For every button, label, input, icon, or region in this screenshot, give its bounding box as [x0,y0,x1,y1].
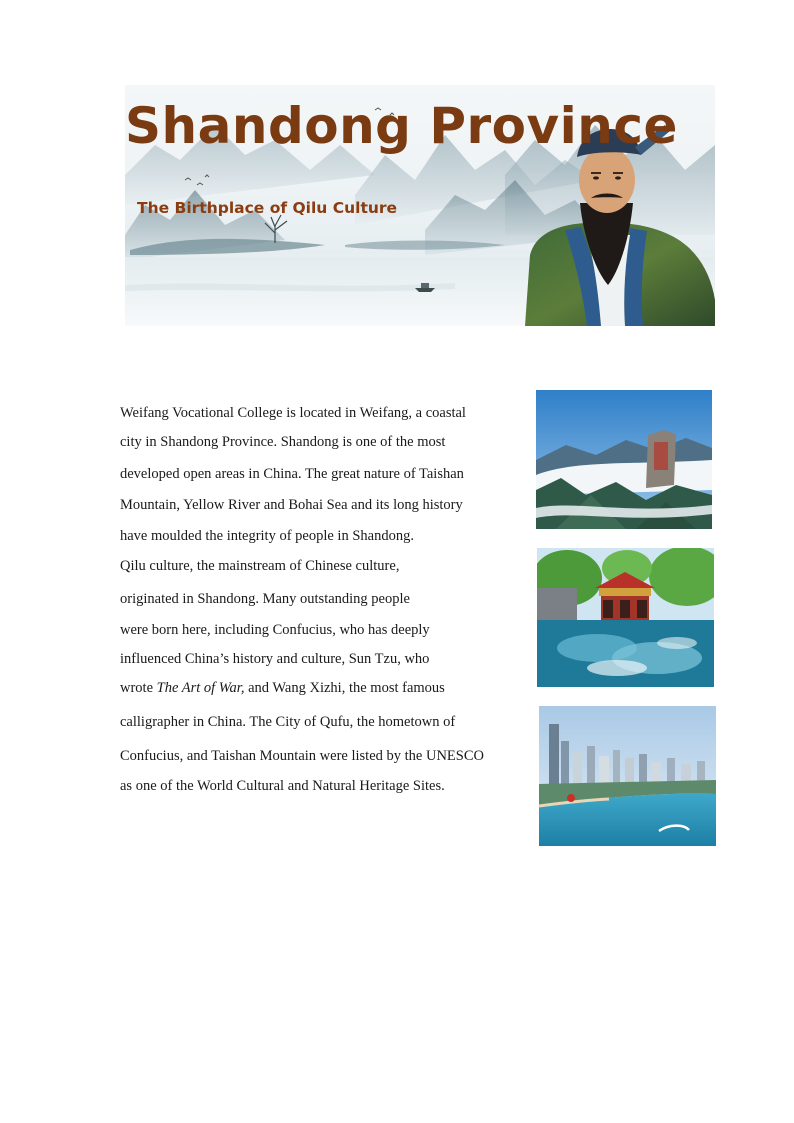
body-text-segment: and Wang Xizhi, the most famous [244,680,445,696]
body-line: influenced China’s history and culture, Sun Tzu, who [120,651,430,667]
page-title: Shandong Province [125,97,678,155]
header-banner [125,85,715,326]
body-line: calligrapher in China. The City of Qufu, the hometown of [120,714,456,730]
body-text-segment: wrote [120,680,157,696]
taishan-mountain-photo [536,390,712,529]
body-line: as one of the World Cultural and Natural Heritage Sites. [120,778,445,794]
coastal-city-photo [539,706,716,846]
spring-pavilion-photo [537,548,714,687]
body-line: originated in Shandong. Many outstanding people [120,591,410,607]
page-subtitle: The Birthplace of Qilu Culture [137,199,398,217]
body-line: city in Shandong Province. Shandong is one of the most [120,434,446,450]
body-line: Qilu culture, the mainstream of Chinese culture, [120,558,400,574]
body-line: have moulded the integrity of people in Shandong. [120,528,414,544]
book-title-italic: The Art of War, [156,680,245,696]
body-line-art-of-war [120,679,445,697]
body-line: Mountain, Yellow River and Bohai Sea and its long history [120,497,463,513]
body-line: developed open areas in China. The great nature of Taishan [120,466,464,482]
body-line: were born here, including Confucius, who has deeply [120,622,430,638]
body-line: Confucius, and Taishan Mountain were listed by the UNESCO [120,748,484,764]
body-line: Weifang Vocational College is located in Weifang, a coastal [120,405,466,421]
